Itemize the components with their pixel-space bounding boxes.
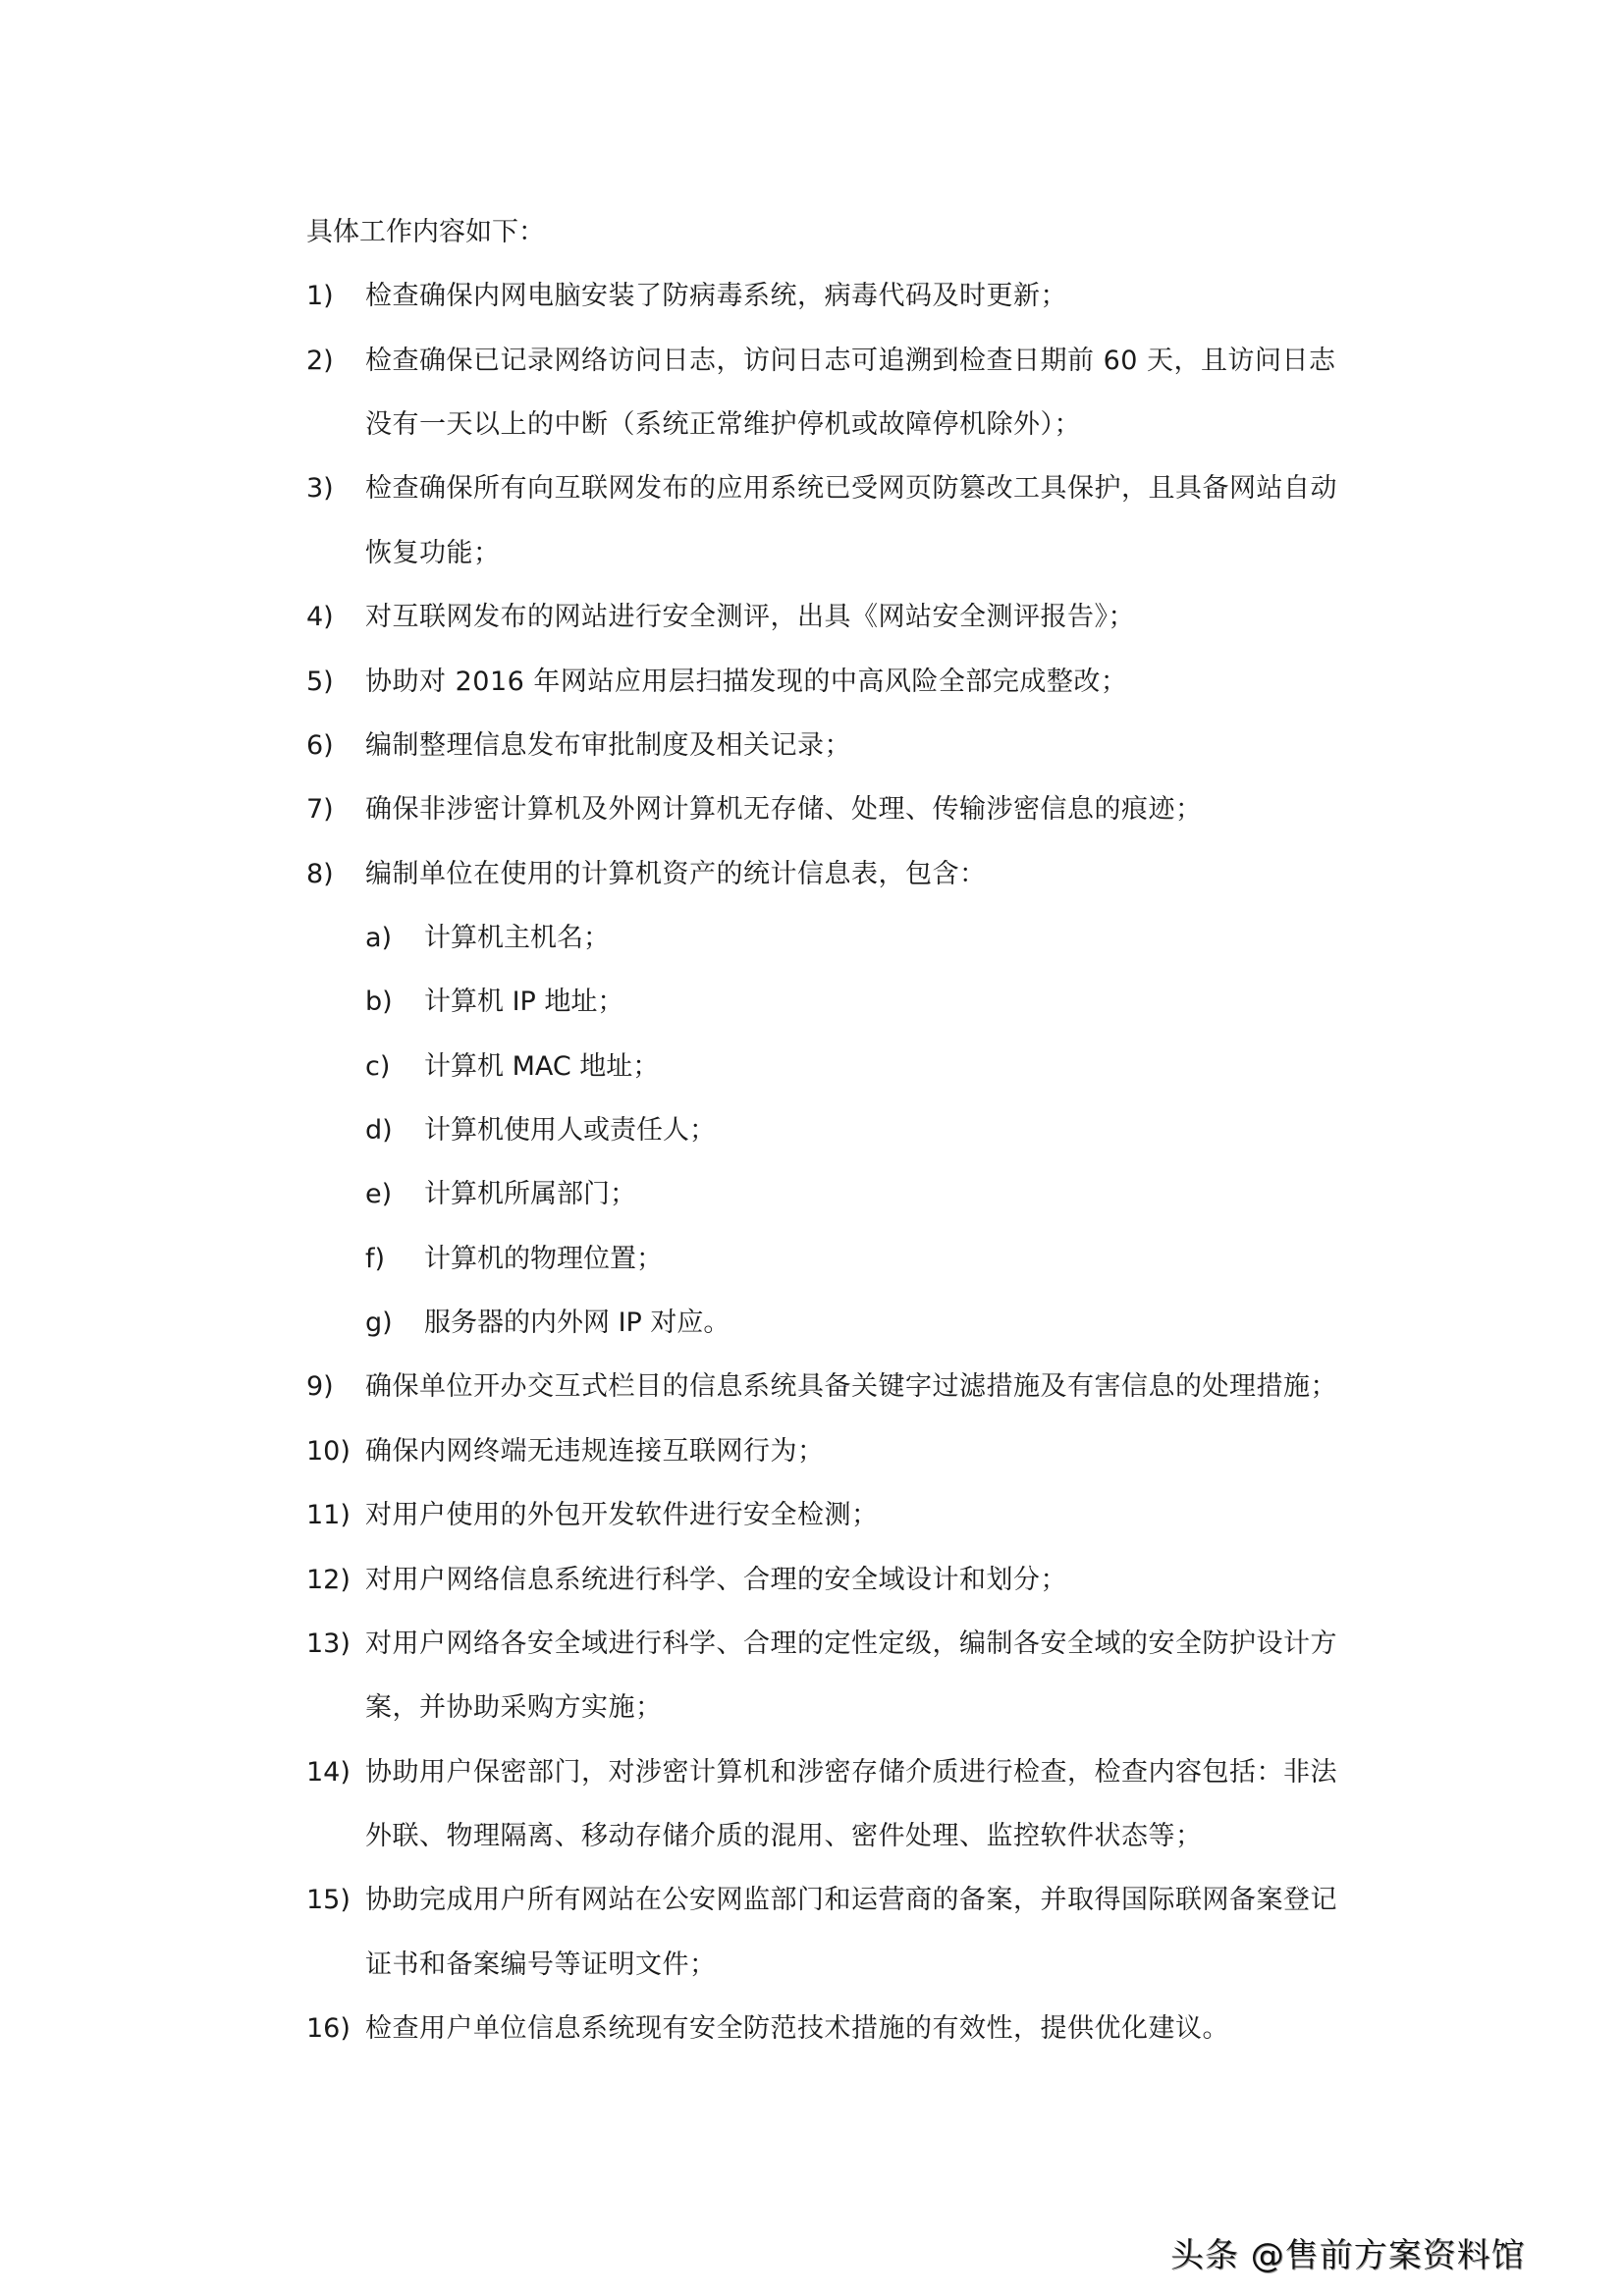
sub-item-label: f) xyxy=(365,1243,386,1274)
sub-item-text: 计算机主机名； xyxy=(424,922,610,953)
list-item-text: 对互联网发布的网站进行安全测评，出具《网站安全测评报告》； xyxy=(365,602,1135,633)
watermark: 头条 @售前方案资料馆 xyxy=(1170,2236,1526,2275)
sub-item-text: 计算机的物理位置； xyxy=(424,1243,663,1274)
list-item-text: 检查用户单位信息系统现有安全防范技术措施的有效性，提供优化建议。 xyxy=(365,2013,1229,2045)
list-item-text: 编制单位在使用的计算机资产的统计信息表，包含： xyxy=(365,858,987,889)
list-item-text: 协助完成用户所有网站在公安网监部门和运营商的备案，并取得国际联网备案登记 xyxy=(365,1885,1337,1916)
list-item-text: 确保单位开办交互式栏目的信息系统具备关键字过滤措施及有害信息的处理措施； xyxy=(365,1371,1337,1403)
list-item-text: 协助用户保密部门，对涉密计算机和涉密存储介质进行检查，检查内容包括：非法 xyxy=(365,1756,1337,1788)
sub-item-text: 计算机 IP 地址； xyxy=(424,987,624,1018)
list-item-number: 10) xyxy=(306,1435,351,1467)
list-item-text: 证书和备案编号等证明文件； xyxy=(365,1949,717,1980)
list-item-text: 对用户网络信息系统进行科学、合理的安全域设计和划分； xyxy=(365,1564,1067,1595)
sub-item-label: d) xyxy=(365,1115,393,1147)
list-item-number: 7) xyxy=(306,794,334,826)
list-item-number: 13) xyxy=(306,1628,351,1659)
sub-item-label: c) xyxy=(365,1050,391,1082)
list-item-number: 11) xyxy=(306,1500,351,1531)
list-item-text: 案，并协助采购方实施； xyxy=(365,1692,663,1724)
list-item-number: 9) xyxy=(306,1371,334,1403)
sub-item-text: 服务器的内外网 IP 对应。 xyxy=(424,1308,730,1339)
list-item-text: 检查确保已记录网络访问日志，访问日志可追溯到检查日期前 60 天，且访问日志 xyxy=(365,345,1336,376)
list-item-text: 对用户网络各安全域进行科学、合理的定性定级，编制各安全域的安全防护设计方 xyxy=(365,1628,1337,1659)
list-item-number: 2) xyxy=(306,345,334,376)
section-header: 具体工作内容如下： xyxy=(306,217,545,247)
sub-item-label: g) xyxy=(365,1308,393,1339)
list-item-text: 检查确保内网电脑安装了防病毒系统，病毒代码及时更新； xyxy=(365,281,1067,312)
list-item-text: 没有一天以上的中断（系统正常维护停机或故障停机除外）； xyxy=(365,409,1081,441)
list-item-number: 6) xyxy=(306,729,334,761)
sub-item-label: a) xyxy=(365,922,393,953)
list-item-text: 确保内网终端无违规连接互联网行为； xyxy=(365,1435,825,1467)
sub-item-text: 计算机所属部门； xyxy=(424,1179,636,1210)
list-item-number: 1) xyxy=(306,281,334,312)
list-item-number: 8) xyxy=(306,858,334,889)
sub-item-text: 计算机使用人或责任人； xyxy=(424,1115,716,1147)
list-item-number: 12) xyxy=(306,1564,351,1595)
list-item-number: 5) xyxy=(306,666,334,697)
list-item-number: 15) xyxy=(306,1885,351,1916)
sub-item-label: b) xyxy=(365,987,393,1018)
list-item-text: 对用户使用的外包开发软件进行安全检测； xyxy=(365,1500,879,1531)
list-item-number: 16) xyxy=(306,2013,351,2045)
list-item-text: 确保非涉密计算机及外网计算机无存储、处理、传输涉密信息的痕迹； xyxy=(365,794,1203,826)
list-item-number: 14) xyxy=(306,1756,351,1788)
sub-item-label: e) xyxy=(365,1179,393,1210)
list-item-number: 3) xyxy=(306,473,334,505)
list-item-text: 检查确保所有向互联网发布的应用系统已受网页防篡改工具保护，且具备网站自动 xyxy=(365,473,1337,505)
sub-item-text: 计算机 MAC 地址； xyxy=(424,1050,660,1082)
list-item-text: 外联、物理隔离、移动存储介质的混用、密件处理、监控软件状态等； xyxy=(365,1821,1203,1851)
list-item-text: 协助对 2016 年网站应用层扫描发现的中高风险全部完成整改； xyxy=(365,666,1128,697)
list-item-number: 4) xyxy=(306,602,334,633)
list-item-text: 恢复功能； xyxy=(365,537,501,568)
list-item-text: 编制整理信息发布审批制度及相关记录； xyxy=(365,729,851,761)
